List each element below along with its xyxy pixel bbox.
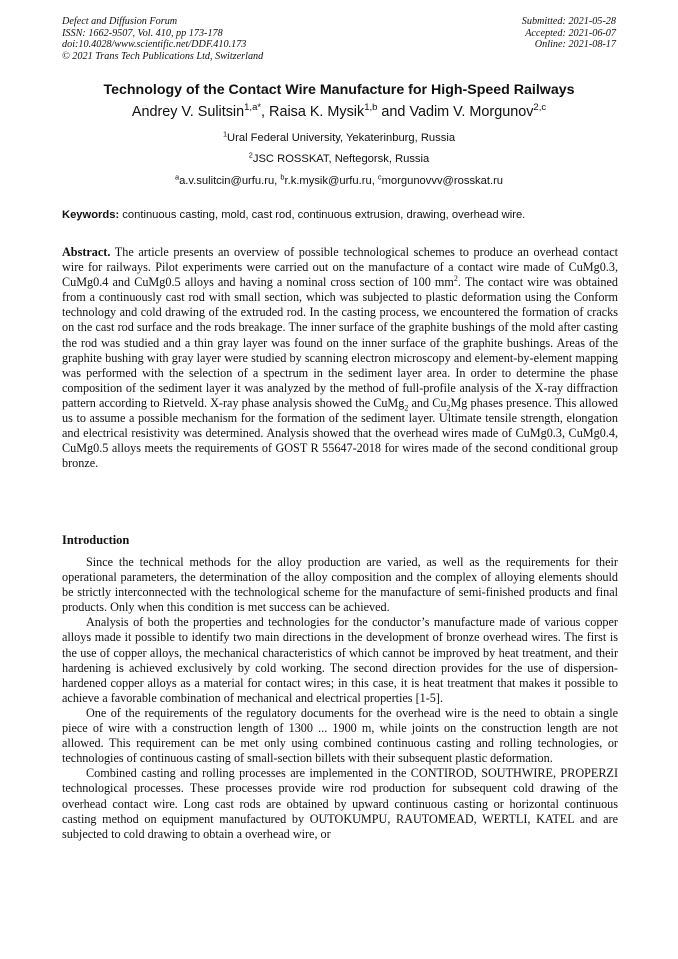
author-2-affiliation: 1,b bbox=[364, 102, 378, 114]
intro-paragraph: One of the requirements of the regulatory documents for the overhead wire is the need to obtain a single piece of wire with a construction length of 1300 ... 1900 m, while joints on the construction length are not allowed. This requirement can be met only using combined continuous casting and rolling technologies, or technologies of continuous casting of small-section billets with their subsequent plastic deformation. bbox=[62, 705, 618, 766]
email-link-b[interactable]: r.k.mysik@urfu.ru, bbox=[284, 175, 378, 187]
abstract bbox=[62, 245, 618, 471]
keywords-text: continuous casting, mold, cast rod, continuous extrusion, drawing, overhead wire. bbox=[119, 209, 526, 221]
keywords bbox=[62, 209, 618, 221]
paper-title: Technology of the Contact Wire Manufacture for High-Speed Railways bbox=[103, 82, 575, 98]
publication-info bbox=[62, 16, 263, 62]
intro-paragraph: Combined casting and rolling processes are implemented in the CONTIROD, SOUTHWIRE, PROPERZI technological processes. These processes provide wire rod production for subsequent cold drawing of the overhead contact wire. Long cast rods are obtained by upward continuous casting or horizontal continuous casting method on equipment manufactured by OUTOKUMPU, RAUTOMEAD, WERTLI, KATEL and are subjected to cold drawing to obtain a overhead wire, or bbox=[62, 766, 618, 841]
abstract-paragraph: Abstract. The article presents an overview of possible technological schemes to produce an overhead contact wire for railways. Pilot experiments were carried out on the manufacture of a contact wire made of CuMg0.3, CuMg0.4 and CuMg0.5 alloys and having a nominal cross section of 100 $mm^2$. The contact wire was obtained from a continuously cast rod with small section, which was subjected to plastic deformation using the Conform technology and cold drawing of the extruded rod. In the casting process, we encountered the formation of cracks on the cast rod surface and the rods breakage. The inner surface of the graphite bushings of the mold after casting the rod was studied and a thin gray layer was found on the inner surface of the graphite bushings. Areas of the graphite bushing with gray layer were studied by scanning electron microscopy and element-by-element mapping was performed with the selection of a spectrum in the sediment layer area. In order to determine the phase composition of the sediment layer it was analyzed by the method of full-profile analysis of the X-ray diffraction pattern according to Rietveld. X-ray phase analysis showed the CuMg$_2$ and $Cu_2Mg$ phases presence. This allowed us to assume a possible mechanism for the formation of the sediment layer. Ultimate tensile strength, elongation and electrical resistivity was determined. Analysis showed that the overhead wires made of CuMg0.3, CuMg0.4, CuMg0.5 alloys meets the requirements of GOST R 55647-2018 for wires made of the second conditional group bronze. bbox=[62, 245, 618, 471]
issn-line: ISSN: 1662-9507, Vol. 410, pp 173-178 bbox=[62, 27, 223, 39]
dates-info bbox=[522, 16, 616, 51]
email-link-c[interactable]: morgunovvv@rosskat.ru bbox=[381, 175, 504, 187]
affiliation-1: $^1$Ural Federal University, Yekaterinburg, Russia bbox=[222, 129, 456, 144]
author-3-affiliation: 2,c bbox=[533, 102, 547, 114]
intro-paragraph: Analysis of both the properties and technologies for the conductor’s manufacture made of various copper alloys made it possible to identify two main directions in the development of bronze overhead wires. The first is the use of copper alloys, the mechanical characteristics of which cannot be improved by heat treatment, and their hardening is achieved exclusively by cold working. The second direction provides for the use of dispersion-hardened copper alloys as a material for contact wires; in this case, it is heat treatment that makes it possible to achieve a favorable combination of mechanical and electrical properties [1-5]. bbox=[62, 615, 618, 705]
copyright-line: © 2021 Trans Tech Publications Ltd, Switzerland bbox=[62, 50, 264, 62]
author-1-affiliation: 1,a* bbox=[244, 102, 262, 114]
author-3: Vadim V. Morgunov bbox=[409, 104, 534, 120]
accepted-date: Accepted: 2021-06-07 bbox=[525, 27, 616, 39]
intro-paragraph: Since the technical methods for the alloy production are varied, as well as the requirements for their operational parameters, the determination of the alloy composition and the complex of alloying elements should be strictly interconnected with the technological scheme for the manufacture of semi-finished products and final products. Only when this condition is met success can be achieved. bbox=[62, 555, 618, 615]
doi-line: doi:10.4028/www.scientific.net/DDF.410.173 bbox=[62, 39, 247, 51]
author-2: Raisa K. Mysik bbox=[269, 104, 365, 120]
online-date: Online: 2021-08-17 bbox=[534, 39, 616, 51]
author-emails: $^a$a.v.sulitcin@urfu.ru, $^b$r.k.mysik@urfu.ru, $^c$morgunovvv@rosskat.ru bbox=[174, 172, 504, 187]
keywords-label: Keywords: bbox=[62, 209, 120, 221]
affiliation-2: $^2$JSC ROSSKAT, Neftegorsk, Russia bbox=[248, 150, 430, 165]
author-list: Andrey V. Sulitsin$^{1,a*}$, Raisa K. Mysik$^{1,b}$ and Vadim V. Morgunov$^{2,c}$ bbox=[131, 102, 547, 120]
submitted-date: Submitted: 2021-05-28 bbox=[521, 16, 616, 27]
introduction-heading: Introduction bbox=[62, 533, 130, 547]
introduction-body bbox=[62, 555, 618, 842]
abstract-label: Abstract. bbox=[62, 245, 111, 259]
journal-name: Defect and Diffusion Forum bbox=[62, 16, 178, 27]
email-link-a[interactable]: a.v.sulitcin@urfu.ru, bbox=[179, 175, 281, 187]
author-1: Andrey V. Sulitsin bbox=[131, 104, 245, 120]
